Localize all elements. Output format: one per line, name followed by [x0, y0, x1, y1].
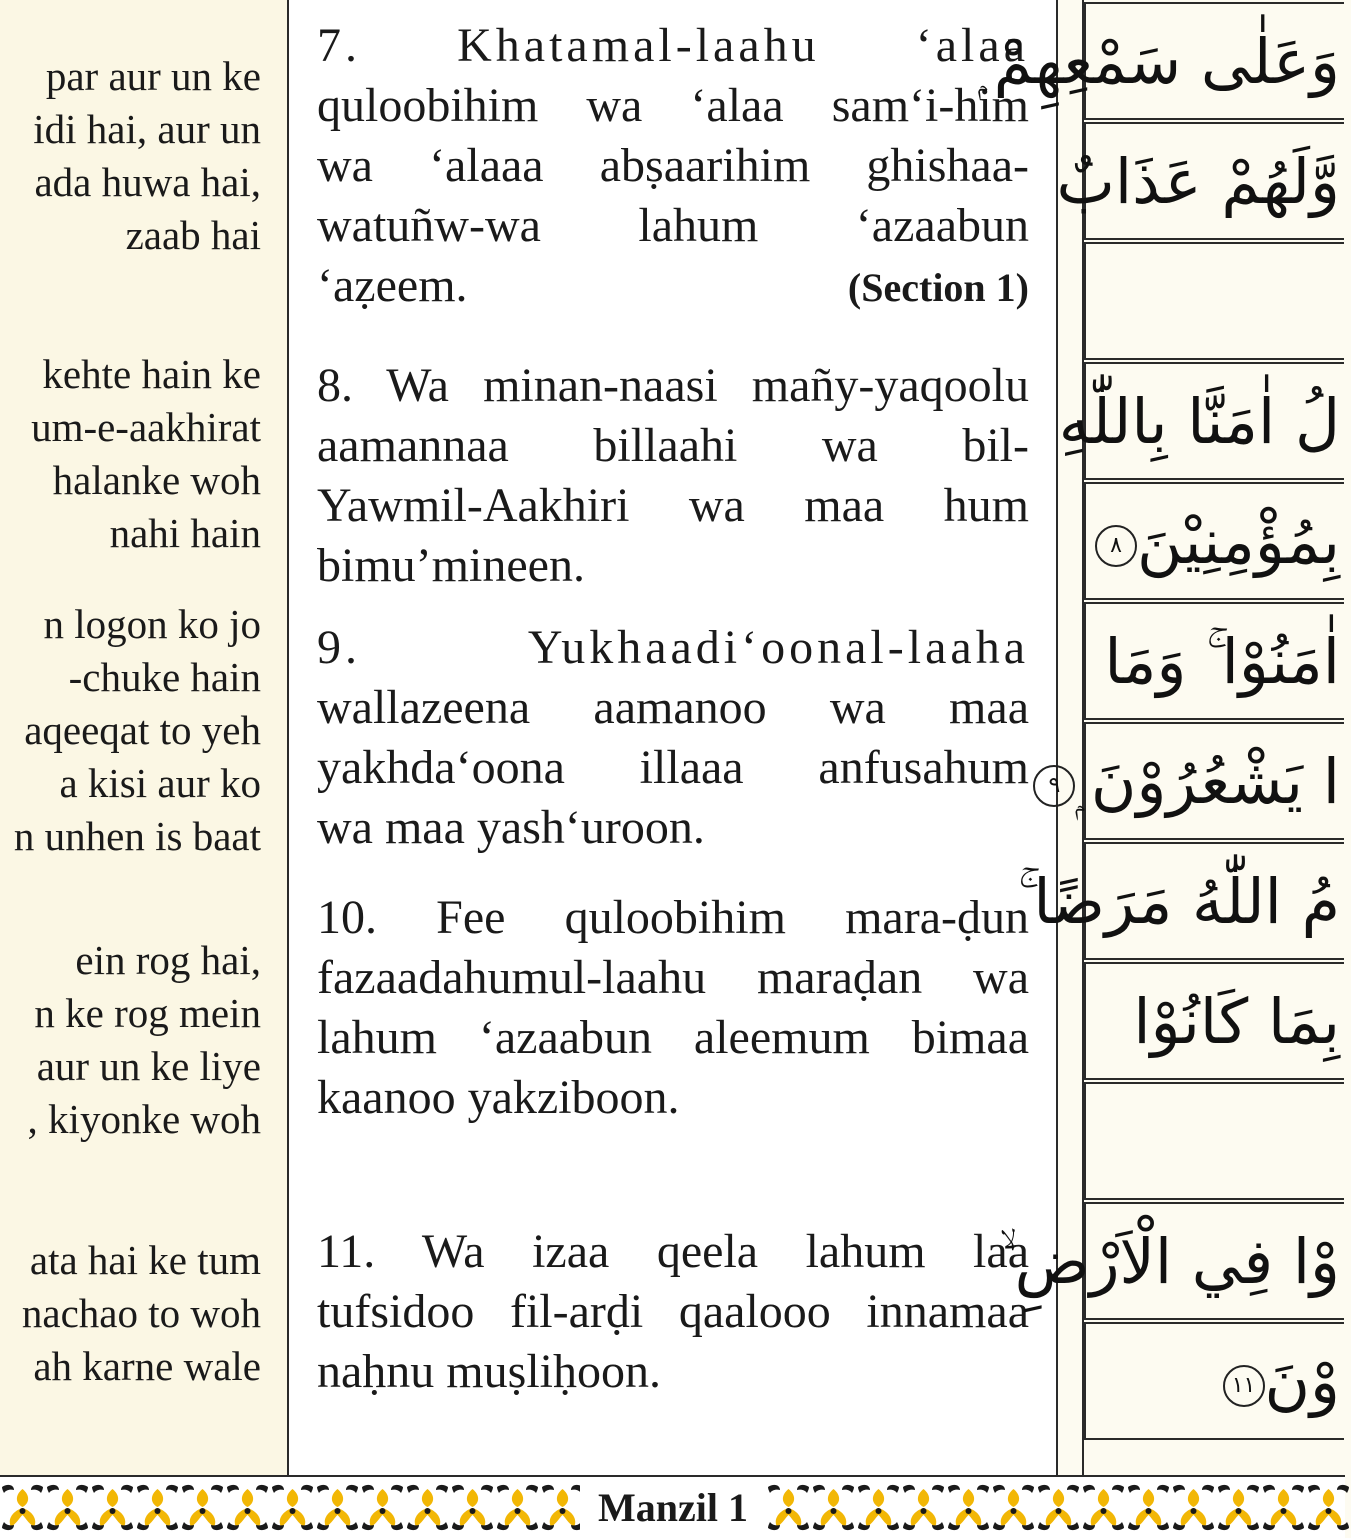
translation-block-3 [14, 598, 261, 863]
ornament-tile-icon [1126, 1481, 1171, 1534]
translation-block-2 [31, 348, 261, 560]
verse-line: quloobihim wa ‘alaa sam‘i-him [317, 79, 1029, 132]
verse-last-row [317, 256, 1029, 318]
translation-line: kehte hain ke [42, 351, 261, 397]
verse-line: ‘aẓeem. [317, 259, 468, 312]
page-footer [0, 1475, 1345, 1538]
arabic-row [1048, 722, 1344, 840]
translation-line: nachao to woh [21, 1290, 261, 1336]
ornament-tile-icon [1306, 1481, 1351, 1534]
arabic-line [1087, 492, 1340, 592]
ornament-tile-icon [45, 1481, 90, 1534]
section-marker: (Section 1) [847, 265, 1029, 310]
ornament-tile-icon [0, 1481, 45, 1534]
arabic-row [1084, 242, 1344, 360]
ayah-number-marker: ٨ [1095, 525, 1137, 567]
translation-line: ata hai ke tum [29, 1237, 261, 1283]
verse-8 [317, 356, 1029, 596]
translation-line: idi hai, aur un [33, 106, 261, 152]
verse-line: kaanoo yakziboon. [317, 1071, 680, 1124]
ornament-tile-icon [315, 1481, 360, 1534]
translation-block-1 [33, 50, 261, 262]
ornament-tile-icon [766, 1481, 811, 1534]
translation-block-5 [22, 1234, 261, 1393]
verse-line: 7. Khatamal-laahu ‘alaa [317, 19, 1029, 72]
arabic-row [1084, 962, 1344, 1080]
translation-line: -chuke hain [68, 654, 261, 700]
arabic-text: بِمُؤْمِنِيْنَ [1137, 505, 1340, 578]
ornament-border-right [766, 1481, 1345, 1534]
ornament-tile-icon [1081, 1481, 1126, 1534]
arabic-row [978, 2, 1344, 120]
translation-column [0, 0, 289, 1475]
arabic-text: بِمَا كَانُوْا [1133, 985, 1340, 1058]
translation-line: um-e-aakhirat [31, 404, 261, 450]
arabic-row [1084, 1082, 1344, 1200]
ornament-tile-icon [1216, 1481, 1261, 1534]
translation-line: nahi hain [109, 510, 261, 556]
ornament-tile-icon [1261, 1481, 1306, 1534]
ornament-tile-icon [946, 1481, 991, 1534]
translation-line: aqeeqat to yeh [24, 707, 261, 753]
verse-line: 8. Wa minan-naasi mañy-yaqoolu [317, 359, 1029, 412]
verse-line: wallazeena aamanoo wa maa [317, 681, 1029, 734]
arabic-text: وَّلَهُمْ عَذَابٌ [1056, 145, 1340, 218]
arabic-text: لُ اٰمَنَّا بِاللّٰهِ [1058, 385, 1340, 458]
translation-line: a kisi aur ko [59, 760, 261, 806]
ornament-tile-icon [450, 1481, 495, 1534]
arabic-row [1084, 602, 1344, 720]
ornament-tile-icon [225, 1481, 270, 1534]
verse-line: naḥnu muṣliḥoon. [317, 1345, 661, 1398]
ornament-tile-icon [360, 1481, 405, 1534]
ayah-number-marker: ٩ [1033, 765, 1075, 807]
arabic-row [1084, 1322, 1344, 1440]
ornament-tile-icon [180, 1481, 225, 1534]
ornament-border-left [0, 1481, 580, 1534]
transliteration-column [289, 0, 1058, 1475]
ornament-tile-icon [1171, 1481, 1216, 1534]
arabic-row [1058, 362, 1344, 480]
arabic-text: وْا فِي الْاَرْضِ ۙ [999, 1225, 1340, 1298]
ornament-tile-icon [991, 1481, 1036, 1534]
verse-line: watuñw-wa lahum ‘azaabun [317, 199, 1029, 252]
ornament-tile-icon [405, 1481, 450, 1534]
arabic-line [1025, 732, 1340, 832]
translation-line: ein rog hai, [75, 937, 261, 983]
arabic-text: مُ اللّٰهُ مَرَضًا ۚ [1017, 865, 1340, 938]
verse-line: 9. Yukhaadi‘oonal-laaha [317, 621, 1029, 674]
translation-line: n logon ko jo [43, 601, 261, 647]
arabic-row [1084, 482, 1344, 600]
verse-line: 10. Fee quloobihim mara-ḍun [317, 891, 1029, 944]
arabic-line [1215, 1332, 1340, 1432]
verse-9 [317, 618, 1029, 858]
ornament-tile-icon [1036, 1481, 1081, 1534]
translation-line: ada huwa hai, [34, 159, 261, 205]
manzil-label: Manzil 1 [580, 1477, 766, 1538]
translation-line: par aur un ke [45, 53, 261, 99]
arabic-text: وْنَ [1264, 1345, 1340, 1418]
verse-line: lahum ‘azaabun aleemum bimaa [317, 1011, 1029, 1064]
arabic-text: ا يَشْعُرُوْنَ ۭ [1075, 745, 1340, 818]
ornament-tile-icon [540, 1481, 585, 1534]
ornament-tile-icon [270, 1481, 315, 1534]
arabic-text: وَعَلٰى سَمْعِهِمْ ۭ [978, 25, 1340, 98]
ornament-tile-icon [90, 1481, 135, 1534]
verse-7 [317, 16, 1029, 318]
arabic-row [999, 1202, 1344, 1320]
arabic-column [978, 0, 1345, 1475]
translation-block-4 [28, 934, 261, 1146]
arabic-text: اٰمَنُوْا ۚ وَمَا [1104, 625, 1340, 698]
translation-line: ah karne wale [33, 1343, 261, 1389]
verse-10 [317, 888, 1029, 1128]
verse-line: wa ‘alaaa abṣaarihim ghishaa- [317, 139, 1029, 192]
verse-line: yakhda‘oona illaaa anfusahum [317, 741, 1029, 794]
translation-line: aur un ke liye [36, 1043, 261, 1089]
arabic-row [1017, 842, 1344, 960]
verse-line: 11. Wa izaa qeela lahum laa [317, 1225, 1029, 1278]
ayah-number-marker: ١١ [1223, 1365, 1265, 1407]
arabic-row [1056, 122, 1344, 240]
verse-line: bimu’mineen. [317, 539, 585, 592]
translation-line: zaab hai [125, 212, 261, 258]
verse-line: wa maa yash‘uroon. [317, 801, 705, 854]
translation-line: n ke rog mein [34, 990, 261, 1036]
ornament-tile-icon [856, 1481, 901, 1534]
ornament-tile-icon [495, 1481, 540, 1534]
verse-line: aamannaa billaahi wa bil- [317, 419, 1029, 472]
translation-line: n unhen is baat [13, 813, 261, 859]
translation-line: , kiyonke woh [27, 1096, 261, 1142]
ornament-tile-icon [901, 1481, 946, 1534]
verse-line: tufsidoo fil-arḍi qaalooo innamaa [317, 1285, 1029, 1338]
translation-line: halanke woh [52, 457, 261, 503]
ornament-tile-icon [811, 1481, 856, 1534]
verse-line: fazaadahumul-laahu maraḍan wa [317, 951, 1029, 1004]
verse-11 [317, 1222, 1029, 1402]
verse-line: Yawmil-Aakhiri wa maa hum [317, 479, 1029, 532]
ornament-tile-icon [135, 1481, 180, 1534]
